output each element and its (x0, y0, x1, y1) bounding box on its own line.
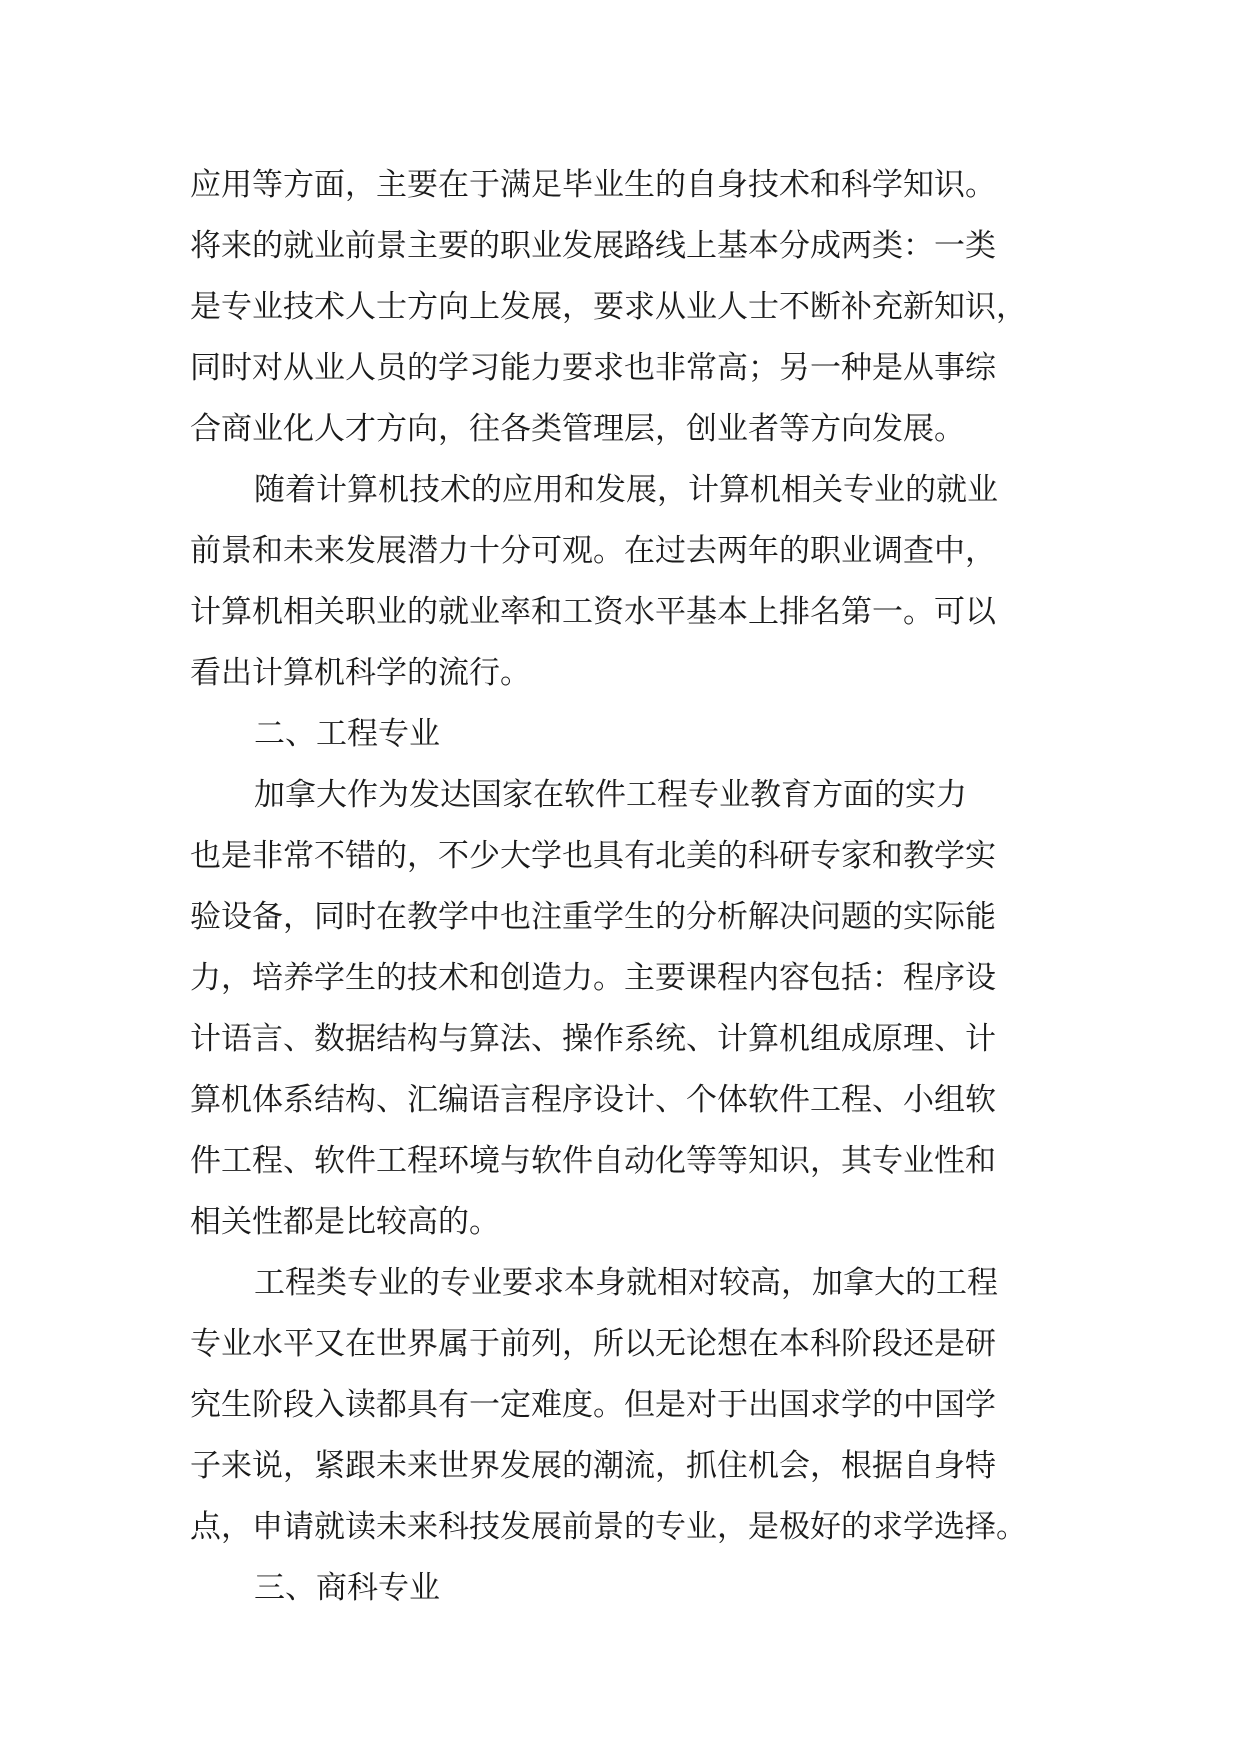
paragraph-start-line: 随着计算机技术的应用和发展，计算机相关专业的就业 (254, 472, 998, 508)
text-line: 计算机相关职业的就业率和工资水平基本上排名第一。可以 (190, 594, 996, 630)
text-line: 算机体系结构、汇编语言程序设计、个体软件工程、小组软 (190, 1082, 996, 1118)
text-line: 子来说，紧跟未来世界发展的潮流，抓住机会，根据自身特 (190, 1448, 996, 1484)
text-line: 看出计算机科学的流行。 (190, 655, 531, 691)
text-line: 也是非常不错的，不少大学也具有北美的科研专家和教学实 (190, 838, 996, 874)
text-line: 合商业化人才方向，往各类管理层，创业者等方向发展。 (190, 411, 965, 447)
paragraph-start-line: 工程类专业的专业要求本身就相对较高，加拿大的工程 (254, 1265, 998, 1301)
text-line: 验设备，同时在教学中也注重学生的分析解决问题的实际能 (190, 899, 996, 935)
text-line: 力，培养学生的技术和创造力。主要课程内容包括：程序设 (190, 960, 996, 996)
text-line: 是专业技术人士方向上发展，要求从业人士不断补充新知识， (190, 289, 1027, 325)
text-line: 将来的就业前景主要的职业发展路线上基本分成两类：一类 (190, 228, 996, 264)
text-line: 究生阶段入读都具有一定难度。但是对于出国求学的中国学 (190, 1387, 996, 1423)
text-line: 件工程、软件工程环境与软件自动化等等知识，其专业性和 (190, 1143, 996, 1179)
section-heading: 二、工程专业 (254, 716, 440, 752)
text-line: 专业水平又在世界属于前列，所以无论想在本科阶段还是研 (190, 1326, 996, 1362)
text-line: 点，申请就读未来科技发展前景的专业，是极好的求学选择。 (190, 1509, 1027, 1545)
paragraph-start-line: 加拿大作为发达国家在软件工程专业教育方面的实力 (254, 777, 967, 813)
text-line: 同时对从业人员的学习能力要求也非常高；另一种是从事综 (190, 350, 996, 386)
section-heading: 三、商科专业 (254, 1570, 440, 1606)
text-line: 前景和未来发展潜力十分可观。在过去两年的职业调查中， (190, 533, 996, 569)
text-line: 应用等方面，主要在于满足毕业生的自身技术和科学知识。 (190, 167, 996, 203)
text-line: 计语言、数据结构与算法、操作系统、计算机组成原理、计 (190, 1021, 996, 1057)
text-line: 相关性都是比较高的。 (190, 1204, 500, 1240)
